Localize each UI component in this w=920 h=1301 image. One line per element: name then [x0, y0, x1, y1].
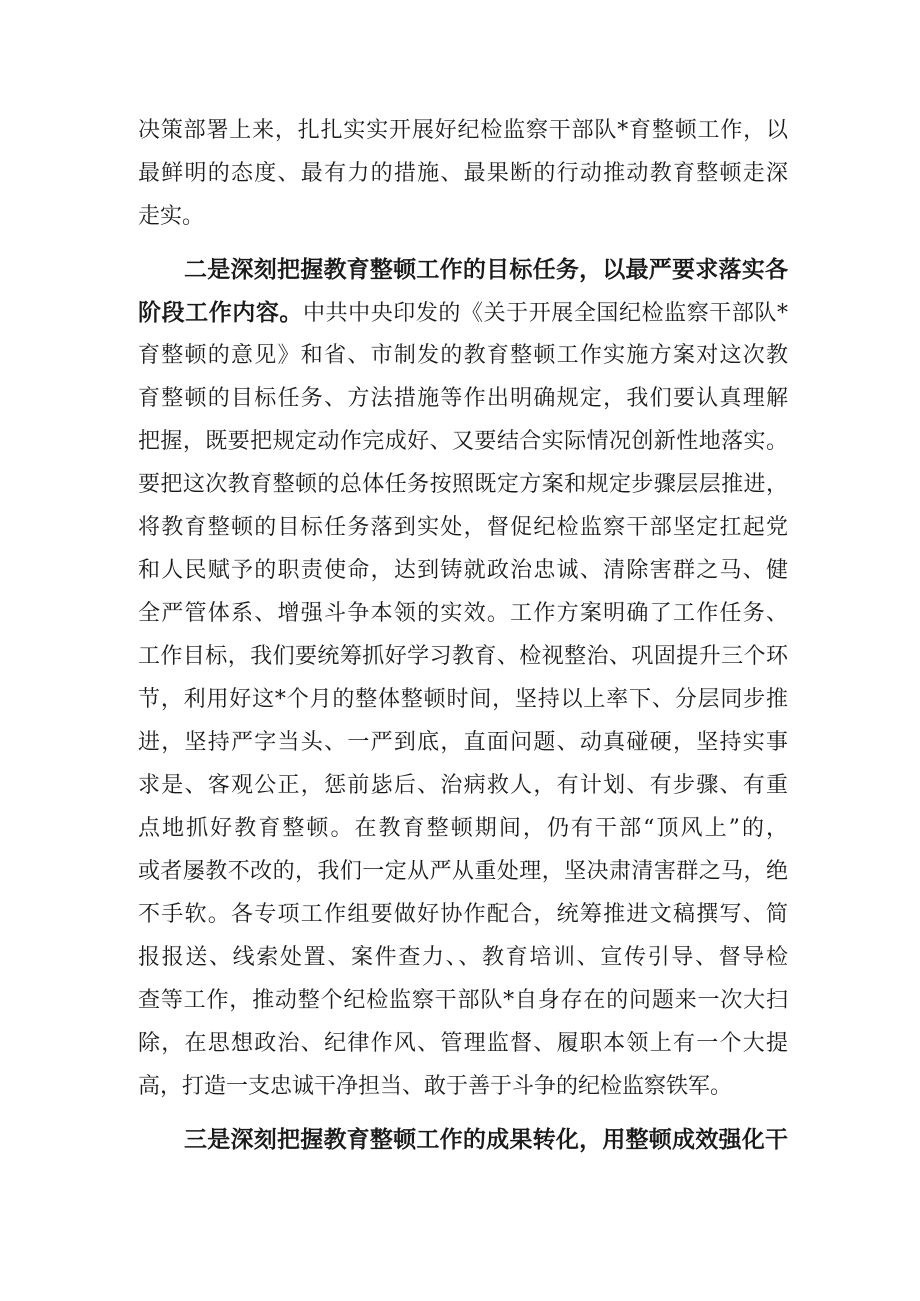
- body-line: 最鲜明的态度、最有力的措施、最果断的行动推动教育整顿走深: [138, 161, 788, 186]
- body-line: 全严管体系、增强斗争本领的实效。工作方案明确了工作任务、: [138, 601, 788, 626]
- body-line: 高，打造一支忠诚干净担当、敢于善于斗争的纪检监察铁军。: [138, 1074, 733, 1099]
- body-line: 不手软。各专项工作组要做好协作配合，统筹推进文稿撰写、简: [138, 902, 788, 927]
- body-line: 把握，既要把规定动作完成好、又要结合实际情况创新性地落实。: [138, 429, 788, 454]
- section-heading-2-line2: [138, 298, 788, 328]
- section-heading-2-bold-tail: 阶段工作内容。: [138, 300, 303, 326]
- section-heading-2: 二是深刻把握教育整顿工作的目标任务，以最严要求落实各: [184, 257, 788, 283]
- body-line: 走实。: [138, 204, 205, 229]
- body-text: 中共中央印发的《关于开展全国纪检监察干部队*: [303, 301, 788, 326]
- body-line: 工作目标，我们要统筹抓好学习教育、检视整治、巩固提升三个环: [138, 644, 788, 669]
- body-line: 决策部署上来，扎扎实实开展好纪检监察干部队*育整顿工作，以: [138, 118, 788, 143]
- body-line: 要把这次教育整顿的总体任务按照既定方案和规定步骤层层推进，: [138, 472, 788, 497]
- section-heading-3: 三是深刻把握教育整顿工作的成果转化，用整顿成效强化干: [184, 1127, 788, 1153]
- body-line: 点地抓好教育整顿。在教育整顿期间，仍有干部“顶风上”的，: [138, 816, 788, 841]
- body-line: 查等工作，推动整个纪检监察干部队*自身存在的问题来一次大扫: [138, 988, 788, 1013]
- body-line: 求是、客观公正，惩前毖后、治病救人，有计划、有步骤、有重: [138, 773, 788, 798]
- body-line: 育整顿的目标任务、方法措施等作出明确规定，我们要认真理解: [138, 386, 788, 411]
- body-line: 和人民赋予的职责使命，达到铸就政治忠诚、清除害群之马、健: [138, 558, 788, 583]
- body-line: 节，利用好这*个月的整体整顿时间，坚持以上率下、分层同步推: [138, 687, 788, 712]
- body-line: 除，在思想政治、纪律作风、管理监督、履职本领上有一个大提: [138, 1031, 788, 1056]
- body-line: 育整顿的意见》和省、市制发的教育整顿工作实施方案对这次教: [138, 343, 788, 368]
- body-line: 进，坚持严字当头、一严到底，直面问题、动真碰硬，坚持实事: [138, 730, 788, 755]
- body-line: 将教育整顿的目标任务落到实处，督促纪检监察干部坚定扛起党: [138, 515, 788, 540]
- body-line: 报报送、线索处置、案件查力、、教育培训、宣传引导、督导检: [138, 945, 788, 970]
- body-line: 或者屡教不改的，我们一定从严从重处理，坚决肃清害群之马，绝: [138, 859, 788, 884]
